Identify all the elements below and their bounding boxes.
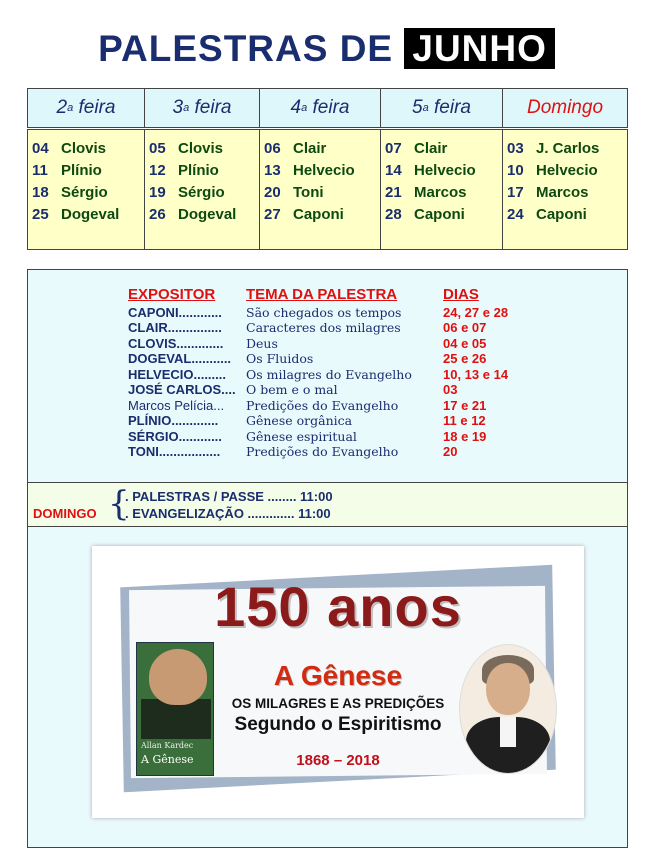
day: 04 (32, 140, 49, 157)
header-word: feira (78, 97, 116, 118)
day: 27 (264, 206, 281, 223)
expositor-name: CLOVIS............. (128, 336, 224, 351)
expositor-row (128, 429, 608, 444)
tema: Gênese espiritual (246, 429, 357, 444)
schedule-row (149, 160, 259, 182)
speaker: Clair (414, 140, 448, 157)
schedule-row (32, 182, 144, 204)
expositor-name: JOSÉ CARLOS.... (128, 382, 236, 397)
schedule-body (27, 129, 628, 250)
domingo-evangelizacao: . EVANGELIZAÇÃO ............. 11:00 (125, 506, 331, 521)
day: 14 (385, 162, 402, 179)
schedule-row (32, 138, 144, 160)
book-title: A Gênese (141, 753, 194, 766)
expositor-row (128, 336, 608, 351)
speaker: Plínio (61, 162, 102, 179)
day: 26 (149, 206, 166, 223)
day: 24 (507, 206, 524, 223)
speaker: Dogeval (61, 206, 120, 223)
dias: 06 e 07 (443, 320, 487, 335)
dias-header: DIAS (443, 286, 479, 303)
speaker: Clovis (61, 140, 107, 157)
schedule-row (149, 182, 259, 204)
expositor-name: CLAIR............... (128, 320, 222, 335)
tema: Os Fluidos (246, 351, 314, 366)
schedule-row (385, 204, 502, 226)
expositor-row (128, 444, 608, 459)
dias: 11 e 12 (443, 413, 486, 428)
header-segunda (28, 89, 145, 127)
speaker: Caponi (536, 206, 587, 223)
speaker: Caponi (293, 206, 344, 223)
expositor-row (128, 305, 608, 320)
header-num: 5 (412, 97, 423, 118)
book-author: Allan Kardec (141, 741, 194, 750)
title-month: JUNHO (404, 28, 555, 69)
divider (28, 526, 627, 527)
speaker: Sérgio (61, 184, 108, 201)
schedule-header (27, 88, 628, 128)
header-terca (145, 89, 260, 127)
dias: 24, 27 e 28 (443, 305, 509, 320)
header-quinta (381, 89, 503, 127)
speaker: Sérgio (178, 184, 225, 201)
day: 28 (385, 206, 402, 223)
day: 25 (32, 206, 49, 223)
speaker: J. Carlos (536, 140, 600, 157)
portrait-shirt (500, 717, 516, 747)
banner-subtitle: OS MILAGRES E AS PREDIÇÕES (231, 696, 445, 711)
tema: São chegados os tempos (246, 305, 402, 320)
expositor-name: PLÍNIO............. (128, 413, 219, 428)
day: 11 (32, 162, 48, 179)
anniversary-banner (92, 546, 584, 818)
day: 12 (149, 162, 166, 179)
schedule-column (503, 130, 627, 249)
header-quarta (260, 89, 381, 127)
speaker: Clovis (178, 140, 224, 157)
schedule-row (385, 138, 502, 160)
tema: Caracteres dos milagres (246, 320, 401, 335)
tema-header: TEMA DA PALESTRA (246, 286, 398, 303)
expositor-header: EXPOSITOR (128, 286, 216, 303)
header-num: 3 (172, 97, 184, 118)
dias: 20 (443, 444, 458, 459)
day: 20 (264, 184, 281, 201)
header-word: feira (194, 97, 232, 118)
expositor-row (128, 398, 608, 413)
schedule-table (27, 88, 628, 250)
speaker: Marcos (414, 184, 467, 201)
brace-icon: { (108, 484, 130, 524)
schedule-row (264, 160, 380, 182)
day: 07 (385, 140, 402, 157)
expositor-name: SÉRGIO............ (128, 429, 222, 444)
portrait-face (486, 663, 530, 715)
header-num: 2 (56, 97, 68, 118)
schedule-row (264, 138, 380, 160)
expositor-row (128, 382, 608, 397)
schedule-row (507, 160, 627, 182)
domingo-palestras: . PALESTRAS / PASSE ........ 11:00 (125, 489, 333, 504)
expositor-row (128, 320, 608, 335)
tema: Predições do Evangelho (246, 444, 399, 459)
day: 10 (507, 162, 524, 179)
dias: 25 e 26 (443, 351, 487, 366)
dias: 10, 13 e 14 (443, 367, 509, 382)
speaker: Marcos (536, 184, 589, 201)
page-title (0, 28, 653, 70)
tema: Os milagres do Evangelho (246, 367, 412, 382)
header-num: 4 (290, 97, 302, 118)
day: 06 (264, 140, 281, 157)
book-portrait-face (149, 649, 207, 705)
schedule-row (149, 204, 259, 226)
schedule-column (145, 130, 260, 249)
schedule-row (32, 204, 144, 226)
day: 13 (264, 162, 281, 179)
expositor-row (128, 367, 608, 382)
book-cover-image (136, 642, 214, 776)
schedule-row (32, 160, 144, 182)
schedule-row (149, 138, 259, 160)
banner-years: 1868 – 2018 (296, 752, 380, 769)
dias: 04 e 05 (443, 336, 487, 351)
expositor-name: CAPONI............ (128, 305, 222, 320)
expositor-name: DOGEVAL........... (128, 351, 232, 366)
header-sup: a (301, 102, 308, 114)
header-sup: a (67, 102, 74, 114)
header-sup: a (183, 102, 190, 114)
header-domingo: Domingo (526, 97, 604, 118)
speaker: Helvecio (414, 162, 476, 179)
day: 05 (149, 140, 166, 157)
banner-title: A Gênese (273, 660, 403, 691)
book-portrait-coat (141, 699, 211, 739)
day: 19 (149, 184, 166, 201)
divider (28, 482, 627, 483)
banner-subtitle2: Segundo o Espiritismo (234, 714, 442, 735)
dias: 18 e 19 (443, 429, 487, 444)
speaker: Plínio (178, 162, 219, 179)
schedule-row (264, 204, 380, 226)
speaker: Helvecio (293, 162, 355, 179)
header-word: feira (312, 97, 350, 118)
schedule-row (507, 138, 627, 160)
schedule-row (507, 204, 627, 226)
banner-150-anos: 150 anos (214, 575, 462, 638)
speaker: Caponi (414, 206, 465, 223)
header-sup: a (422, 102, 429, 114)
speaker: Toni (293, 184, 324, 201)
expositor-name: TONI................. (128, 444, 221, 459)
speaker: Helvecio (536, 162, 598, 179)
expositor-name: HELVECIO......... (128, 367, 226, 382)
tema: Deus (246, 336, 278, 351)
schedule-column (260, 130, 381, 249)
schedule-row (385, 182, 502, 204)
day: 18 (32, 184, 49, 201)
schedule-column (381, 130, 503, 249)
title-part1: PALESTRAS DE (98, 28, 394, 69)
kardec-portrait-image (459, 644, 557, 774)
schedule-row (385, 160, 502, 182)
day: 21 (385, 184, 402, 201)
expositor-row (128, 351, 608, 366)
dias: 03 (443, 382, 458, 397)
speaker: Clair (293, 140, 327, 157)
schedule-row (264, 182, 380, 204)
tema: Gênese orgânica (246, 413, 353, 428)
tema: O bem e o mal (246, 382, 338, 397)
speaker: Dogeval (178, 206, 237, 223)
dias: 17 e 21 (443, 398, 487, 413)
expositor-name: Marcos Pelícia... (128, 398, 225, 413)
day: 03 (507, 140, 524, 157)
schedule-row (507, 182, 627, 204)
day: 17 (507, 184, 524, 201)
expositor-row (128, 413, 608, 428)
tema: Predições do Evangelho (246, 398, 399, 413)
schedule-column (28, 130, 145, 249)
info-box (27, 269, 628, 848)
header-word: feira (434, 97, 471, 118)
domingo-label: DOMINGO (33, 506, 97, 521)
